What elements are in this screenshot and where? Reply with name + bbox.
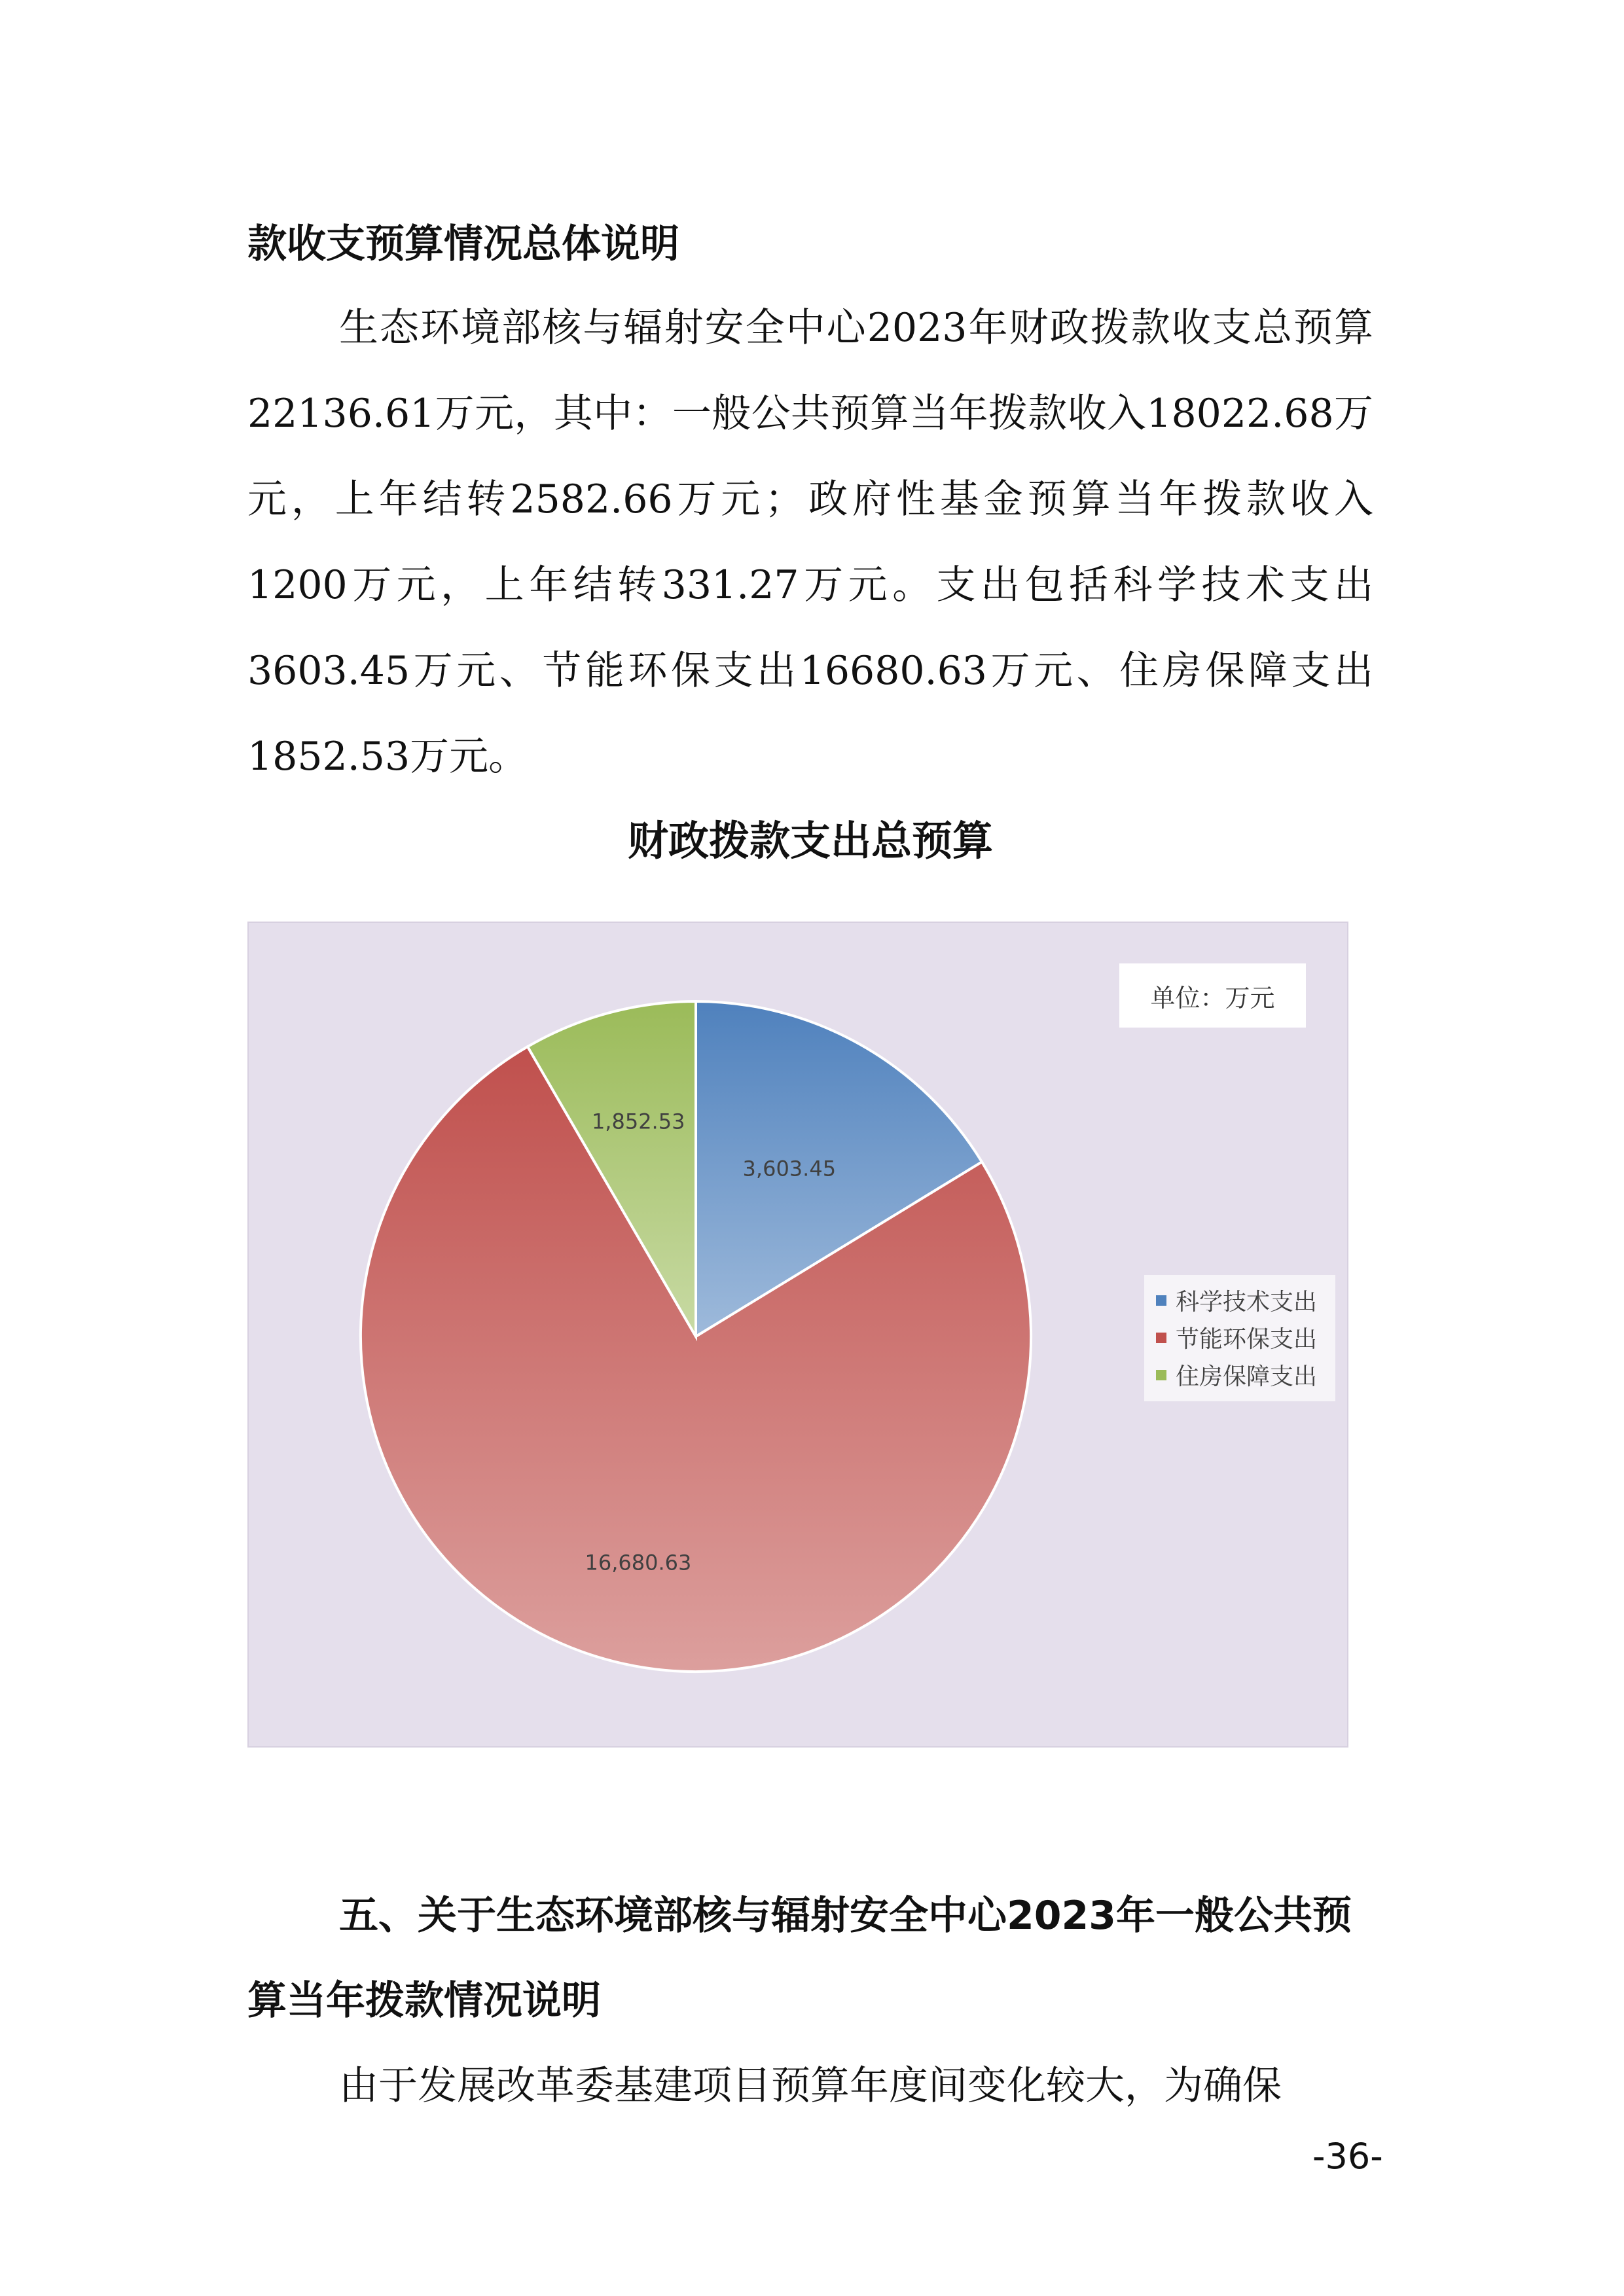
chart-legend xyxy=(1144,1275,1335,1401)
page-number: -36- xyxy=(1312,2136,1383,2177)
legend-item-housing xyxy=(1144,1356,1335,1393)
pie-chart xyxy=(247,922,1348,1748)
section-heading-5: 五、关于生态环境部核与辐射安全中心2023年一般公共预算当年拨款情况说明 xyxy=(247,1893,1352,2024)
unit-label: 单位：万元 xyxy=(1119,963,1306,1028)
legend-label-housing: 住房保障支出 xyxy=(1176,1363,1318,1390)
data-label-housing: 1,852.53 xyxy=(591,1109,685,1134)
legend-swatch-housing xyxy=(1156,1370,1166,1380)
legend-swatch-energy-environment xyxy=(1156,1333,1166,1343)
legend-label-science-tech: 科学技术支出 xyxy=(1176,1289,1318,1316)
chart-title: 财政拨款支出总预算 xyxy=(627,817,993,865)
legend-item-energy-environment xyxy=(1144,1319,1335,1356)
section-heading-continued: 款收支预算情况总体说明 xyxy=(247,221,679,267)
budget-summary-paragraph: 生态环境部核与辐射安全中心2023年财政拨款收支总预算22136.61万元，其中：一般公共预算当年拨款收入18022.68万元，上年结转2582.66万元；政府性基金预算当年拨款收入1200万元，上年结转331.27万元。支出包括科学技术支出3603.45万元、节能环保支出16680.63万元、住房保障支出1852.53万元。 xyxy=(247,305,1373,780)
legend-swatch-science-tech xyxy=(1156,1295,1166,1306)
general-budget-paragraph: 由于发展改革委基建项目预算年度间变化较大，为确保 xyxy=(339,2063,1282,2109)
data-label-energy-environment: 16,680.63 xyxy=(585,1550,692,1575)
legend-label-energy-environment: 节能环保支出 xyxy=(1176,1326,1318,1353)
data-label-science-tech: 3,603.45 xyxy=(742,1156,837,1181)
legend-item-science-tech xyxy=(1144,1282,1335,1319)
